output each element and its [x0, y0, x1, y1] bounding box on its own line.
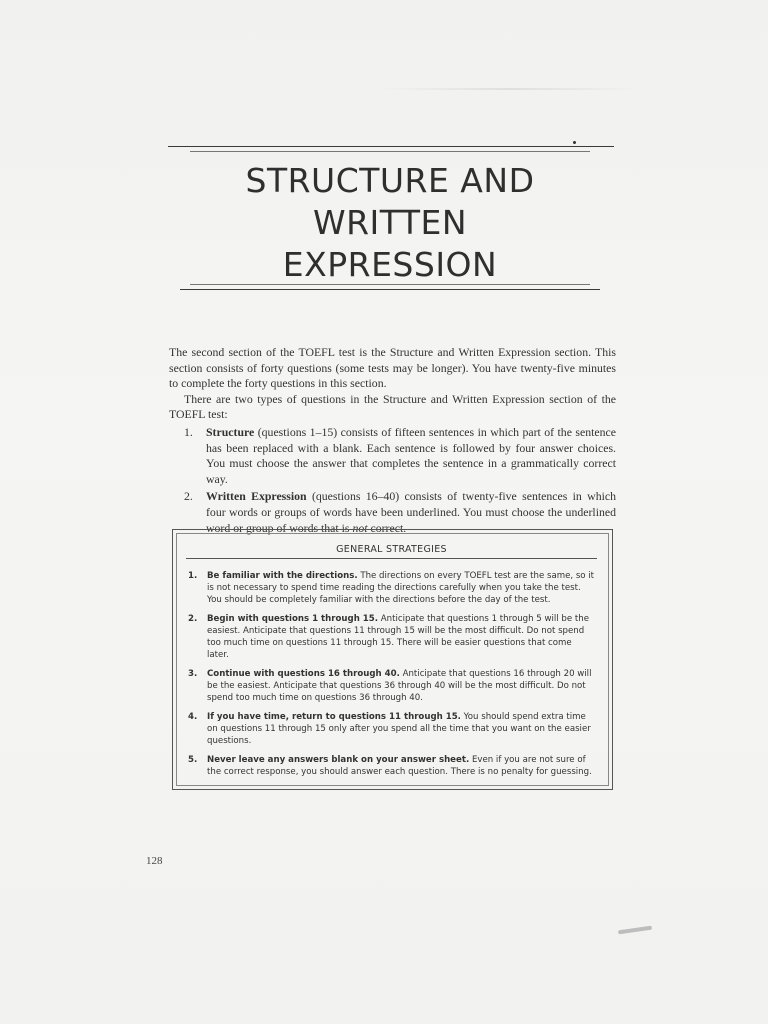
- scan-smudge: [380, 88, 640, 90]
- title-line: EXPRESSION: [282, 245, 498, 284]
- strategy-number: 5.: [188, 755, 198, 765]
- description: correct.: [367, 520, 407, 535]
- intro-text: [169, 345, 616, 536]
- intro-paragraph: The second section of the TOEFL test is the Structure and Written Expression section. This section consists of forty questions (some tests may be longer). You have twenty-five minutes to complete the forty questions in this section.: [169, 345, 616, 391]
- description: (questions 1–15) consists of fifteen sentences in which part of the sentence has been replaced with a blank. Each sentence is followed by four answer choices. You must choose the answer that completes the sentence in a grammatically correct way.: [206, 424, 616, 486]
- dot-mark: [573, 141, 576, 144]
- strategy-text: [207, 613, 596, 661]
- description: (questions 16–40) consists of twenty-five sentences in which four words or groups of words have been underlined. You must choose the underlined word or group of words that is: [206, 489, 616, 535]
- term: Structure: [206, 424, 255, 439]
- strategy-body: Even if you are not sure of the correct response, you should answer each question. There is no penalty for guessing.: [207, 755, 592, 777]
- strategy-body: Anticipate that questions 16 through 20 will be the easiest. Anticipate that questions 36 through 40 will be the most difficult. Do not spend too much time on questions 36 through 40.: [207, 669, 592, 703]
- page-number: 128: [146, 855, 163, 867]
- title-line: WRITTEN: [312, 203, 468, 242]
- strategy-item: [188, 570, 596, 606]
- title-rule: [190, 284, 590, 285]
- strategy-body: You should spend extra time on questions 11 through 15 only after you spend all the time that you want on the easier questions.: [207, 712, 591, 746]
- list-number: 2.: [184, 489, 193, 504]
- term: Written Expression: [206, 489, 307, 504]
- emphasis: not: [352, 520, 368, 535]
- strategy-lead: Begin with questions 1 through 15.: [207, 614, 379, 624]
- strategy-number: 2.: [188, 614, 198, 624]
- strategy-text: [207, 570, 596, 606]
- strategy-text: [207, 711, 596, 747]
- title-rule: [180, 289, 600, 290]
- top-rule: [190, 151, 590, 152]
- strategy-lead: Continue with questions 16 through 40.: [207, 669, 400, 679]
- strategy-item: [188, 754, 596, 778]
- strategy-number: 3.: [188, 669, 198, 679]
- strategies-list: [188, 570, 596, 785]
- strategy-lead: Be familiar with the directions.: [207, 571, 358, 581]
- top-rule: [168, 146, 614, 147]
- strategy-body: Anticipate that questions 1 through 5 will be the easiest. Anticipate that questions 11 through 15 will be the most difficult. Do not spend too much time on questions 11 through 15. There will be easier questions that come later.: [207, 614, 589, 660]
- strategy-lead: Never leave any answers blank on your answer sheet.: [207, 755, 470, 765]
- strategy-text: [207, 668, 596, 704]
- strategy-lead: If you have time, return to questions 11 through 15.: [207, 712, 461, 722]
- strategy-item: [188, 711, 596, 747]
- strategies-heading: GENERAL STRATEGIES: [186, 544, 597, 559]
- strategy-body: The directions on every TOEFL test are the same, so it is not necessary to spend time reading the directions carefully when you take the test. You should be completely familiar with the directions before the day of the test.: [207, 571, 595, 605]
- strategy-number: 1.: [188, 571, 198, 581]
- strategy-item: [188, 613, 596, 661]
- chapter-title: [170, 160, 610, 286]
- list-number: 1.: [184, 424, 193, 439]
- intro-paragraph: There are two types of questions in the Structure and Written Expression section of the TOEFL test:: [169, 391, 616, 422]
- strategy-text: [207, 754, 596, 778]
- list-item: [184, 425, 616, 487]
- scan-smudge: [618, 926, 652, 935]
- strategy-item: [188, 668, 596, 704]
- list-text: [206, 425, 616, 487]
- title-line: STRUCTURE AND: [245, 161, 535, 200]
- strategy-number: 4.: [188, 712, 198, 722]
